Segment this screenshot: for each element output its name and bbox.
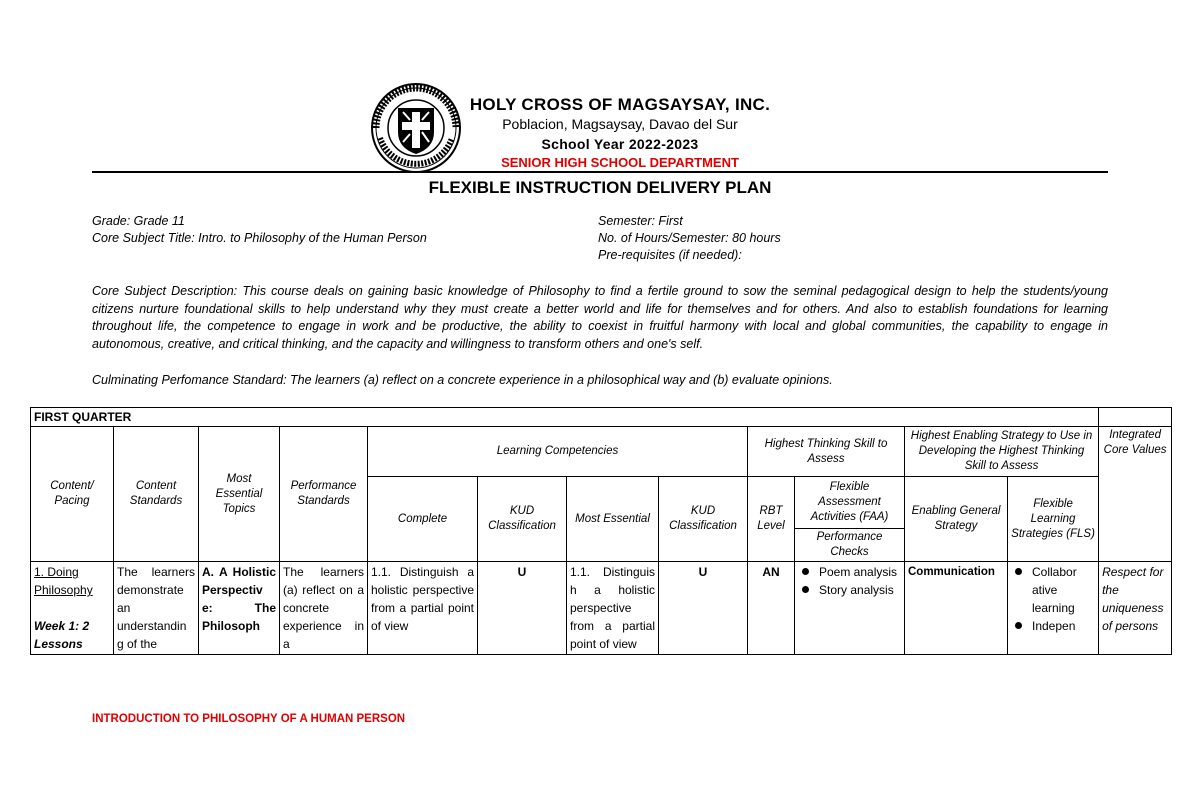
school-name: HOLY CROSS OF MAGSAYSAY, INC. (469, 95, 771, 114)
meta-right (598, 213, 1078, 264)
hours-label: No. of Hours/Semester: 80 hours (598, 231, 781, 245)
document-title: FLEXIBLE INSTRUCTION DELIVERY PLAN (428, 178, 772, 197)
header-complete: Complete (368, 477, 478, 562)
fls-text: Indepen (1032, 619, 1076, 633)
header-learning-competencies: Learning Competencies (368, 427, 748, 477)
bullet-icon (802, 586, 809, 593)
header-enabling-general: Enabling General Strategy (905, 477, 1008, 562)
cell-content-pacing (31, 562, 114, 655)
cell-topic: A. A Holistic Perspectiv e: The Philosoph (199, 562, 280, 655)
header-fls: Flexible Learning Strategies (FLS) (1008, 477, 1099, 562)
header-most-essential-topics: Most Essential Topics (199, 427, 280, 562)
check-text: Poem analysis (819, 565, 898, 579)
cell-kud-2: U (659, 562, 748, 655)
cell-core-values: Respect for the uniqueness of persons (1099, 562, 1172, 655)
content-pacing-week: Week 1: 2 Lessons (34, 619, 90, 651)
fls-item (1011, 617, 1095, 635)
check-text: Story analysis (819, 583, 894, 597)
cell-performance: The learners (a) reflect on a concrete experience in a (280, 562, 368, 655)
header-performance-checks: Performance Checks (795, 529, 905, 562)
header-most-essential: Most Essential (567, 477, 659, 562)
header-core-values: Integrated Core Values (1099, 427, 1172, 562)
prerequisites-label: Pre-requisites (if needed): (598, 248, 742, 262)
header-kud-1: KUD Classification (478, 477, 567, 562)
header-content-standards: Content Standards (114, 427, 199, 562)
cell-enabling: Communication (905, 562, 1008, 655)
header-kud-2: KUD Classification (659, 477, 748, 562)
school-address: Poblacion, Magsaysay, Davao del Sur (502, 116, 738, 132)
cell-rbt: AN (748, 562, 795, 655)
header-divider (92, 171, 1108, 173)
check-item (798, 563, 901, 581)
cell-kud-1: U (478, 562, 567, 655)
plan-table (30, 407, 1172, 655)
cell-fls (1008, 562, 1099, 655)
school-year: School Year 2022-2023 (541, 136, 699, 152)
bullet-icon (1015, 622, 1022, 629)
header-highest-enabling: Highest Enabling Strategy to Use in Developing the Highest Thinking Skill to Assess (905, 427, 1099, 477)
header-content-pacing: Content/ Pacing (31, 427, 114, 562)
cell-most-essential: 1.1. Distinguis h a holistic perspective from a partial point of view (567, 562, 659, 655)
meta-left (92, 213, 572, 247)
cell-performance-checks (795, 562, 905, 655)
semester-label: Semester: First (598, 214, 683, 228)
quarter-label: FIRST QUARTER (31, 408, 1099, 427)
department-name: SENIOR HIGH SCHOOL DEPARTMENT (501, 155, 739, 170)
bullet-icon (1015, 568, 1022, 575)
grade-label: Grade: Grade 11 (92, 214, 185, 228)
check-item (798, 581, 901, 599)
subject-description: Core Subject Description: This course deals on gaining basic knowledge of Philosophy to find a fertile ground to sow the seminal pedagogical design to help the students/young citizens nurture foundational skills to help understand why they must create a better world and life for themselves and for others. And also to establish foundations for learning throughout life, the competence to engage in work and be productive, the ability to coexist in fruitful harmony with local and global communities, the capability to engage in autonomous, creative, and critical thinking, and the capacity and willingness to transform others and one's self. (92, 284, 1108, 351)
core-subject-label: Core Subject Title: Intro. to Philosophy of the Human Person (92, 231, 427, 245)
content-pacing-topic: 1. Doing Philosophy (34, 565, 93, 597)
cell-content-standards: The learners demonstrate an understandin g of the (114, 562, 199, 655)
cell-complete: 1.1. Distinguish a holistic perspective from a partial point of view (368, 562, 478, 655)
fls-text: Collabor ative learning (1032, 565, 1077, 615)
culminating-standard: Culminating Perfomance Standard: The learners (a) reflect on a concrete experience in a philosophical way and (b) evaluate opinions. (92, 373, 833, 387)
fls-item (1011, 563, 1095, 617)
page-footer: INTRODUCTION TO PHILOSOPHY OF A HUMAN PERSON (92, 713, 406, 725)
header-highest-thinking: Highest Thinking Skill to Assess (748, 427, 905, 477)
bullet-icon (802, 568, 809, 575)
header-faa: Flexible Assessment Activities (FAA) (795, 477, 905, 529)
quarter-empty-cell (1099, 408, 1172, 427)
header-performance-standards: Performance Standards (280, 427, 368, 562)
header-rbt-level: RBT Level (748, 477, 795, 562)
